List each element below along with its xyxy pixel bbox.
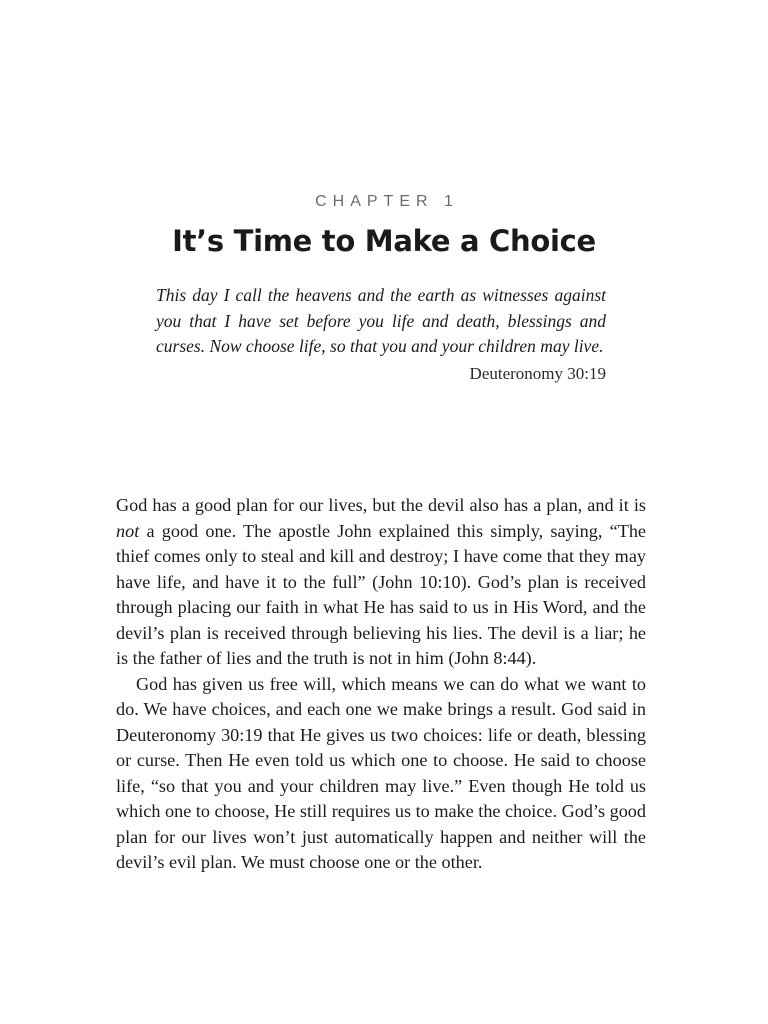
paragraph-1-text-start: God has a good plan for our lives, but the devil also has a plan, and it is [116,495,646,515]
body-text [116,493,646,876]
paragraph-1-text-end: a good one. The apostle John explained this simply, saying, “The thief comes only to steal and kill and destroy; I have come that they may have life, and have it to the full” (John 10:10). God’s plan is received through placing our faith in what He has said to us in His Word, and the devil’s plan is received through believing his lies. The devil is a liar; he is the father of lies and the truth is not in him (John 8:44). [116,520,646,668]
epigraph [156,283,606,386]
chapter-label: CHAPTER 1 [315,193,459,210]
paragraph-1 [116,493,646,672]
paragraph-2: God has given us free will, which means we can do what we want to do. We have choices, and each one we make brings a result. God said in Deuteronomy 30:19 that He gives us two choices: life or death, blessing or curse. Then He even told us which one to choose. He said to choose life, “so that you and your children may live.” Even though He told us which one to choose, He still requires us to make the choice. God’s good plan for our lives won’t just automatically happen and neither will the devil’s evil plan. We must choose one or the other. [116,673,646,872]
paragraph-1-emphasis: not [116,520,140,541]
epigraph-quote: This day I call the heavens and the earth as witnesses against you that I have set before you life and death, blessings and curses. Now choose life, so that you and your children may live. [156,285,606,356]
epigraph-source: Deuteronomy 30:19 [469,363,606,383]
chapter-title: It’s Time to Make a Choice [172,224,596,258]
